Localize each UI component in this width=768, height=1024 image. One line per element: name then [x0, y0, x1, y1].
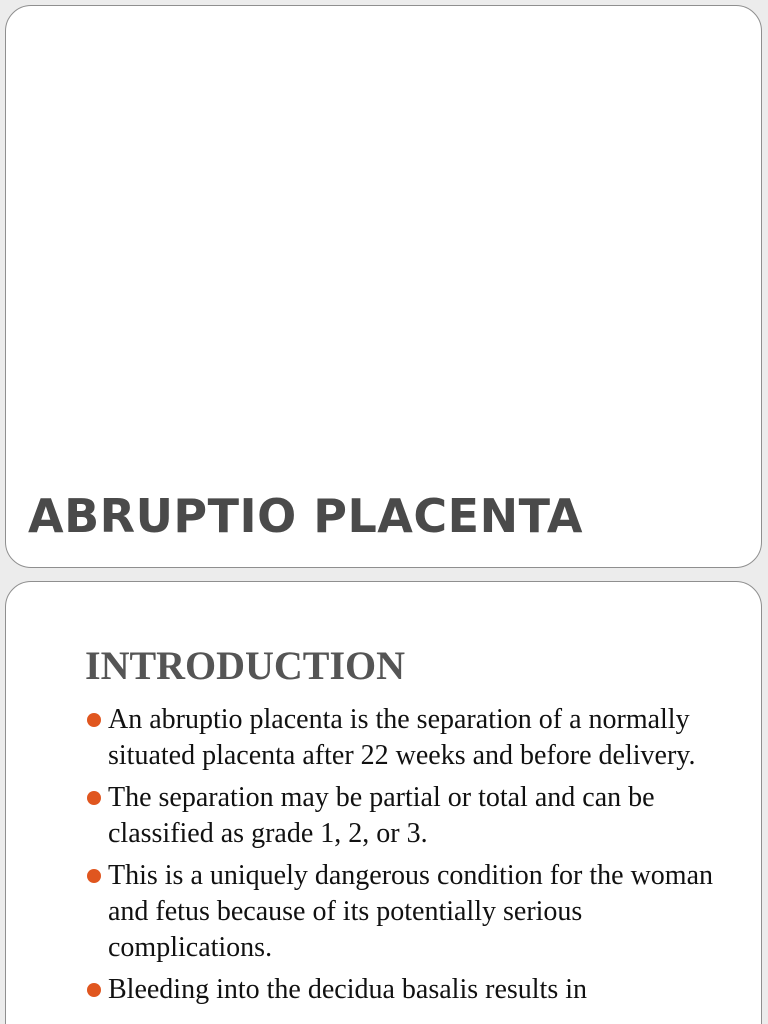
bullet-icon: [87, 983, 101, 997]
bullet-text: An abruptio placenta is the separation of a normally situated placenta after 22 weeks and before delivery.: [108, 704, 696, 771]
bullet-item: [85, 702, 725, 774]
bullet-icon: [87, 869, 101, 883]
bullet-item: [85, 972, 725, 1008]
introduction-slide: [5, 581, 762, 1024]
bullet-text: This is a uniquely dangerous condition for the woman and fetus because of its potentially serious complications.: [108, 860, 713, 963]
bullet-icon: [87, 791, 101, 805]
section-heading: INTRODUCTION: [85, 643, 406, 688]
title-slide: [5, 5, 762, 568]
bullet-item: [85, 858, 725, 966]
bullet-list: [85, 702, 725, 1014]
slide-title: ABRUPTIO PLACENTA: [28, 489, 583, 543]
bullet-text: The separation may be partial or total and can be classified as grade 1, 2, or 3.: [108, 782, 655, 849]
bullet-icon: [87, 713, 101, 727]
bullet-item: [85, 780, 725, 852]
bullet-text: Bleeding into the decidua basalis results in: [108, 974, 588, 1005]
